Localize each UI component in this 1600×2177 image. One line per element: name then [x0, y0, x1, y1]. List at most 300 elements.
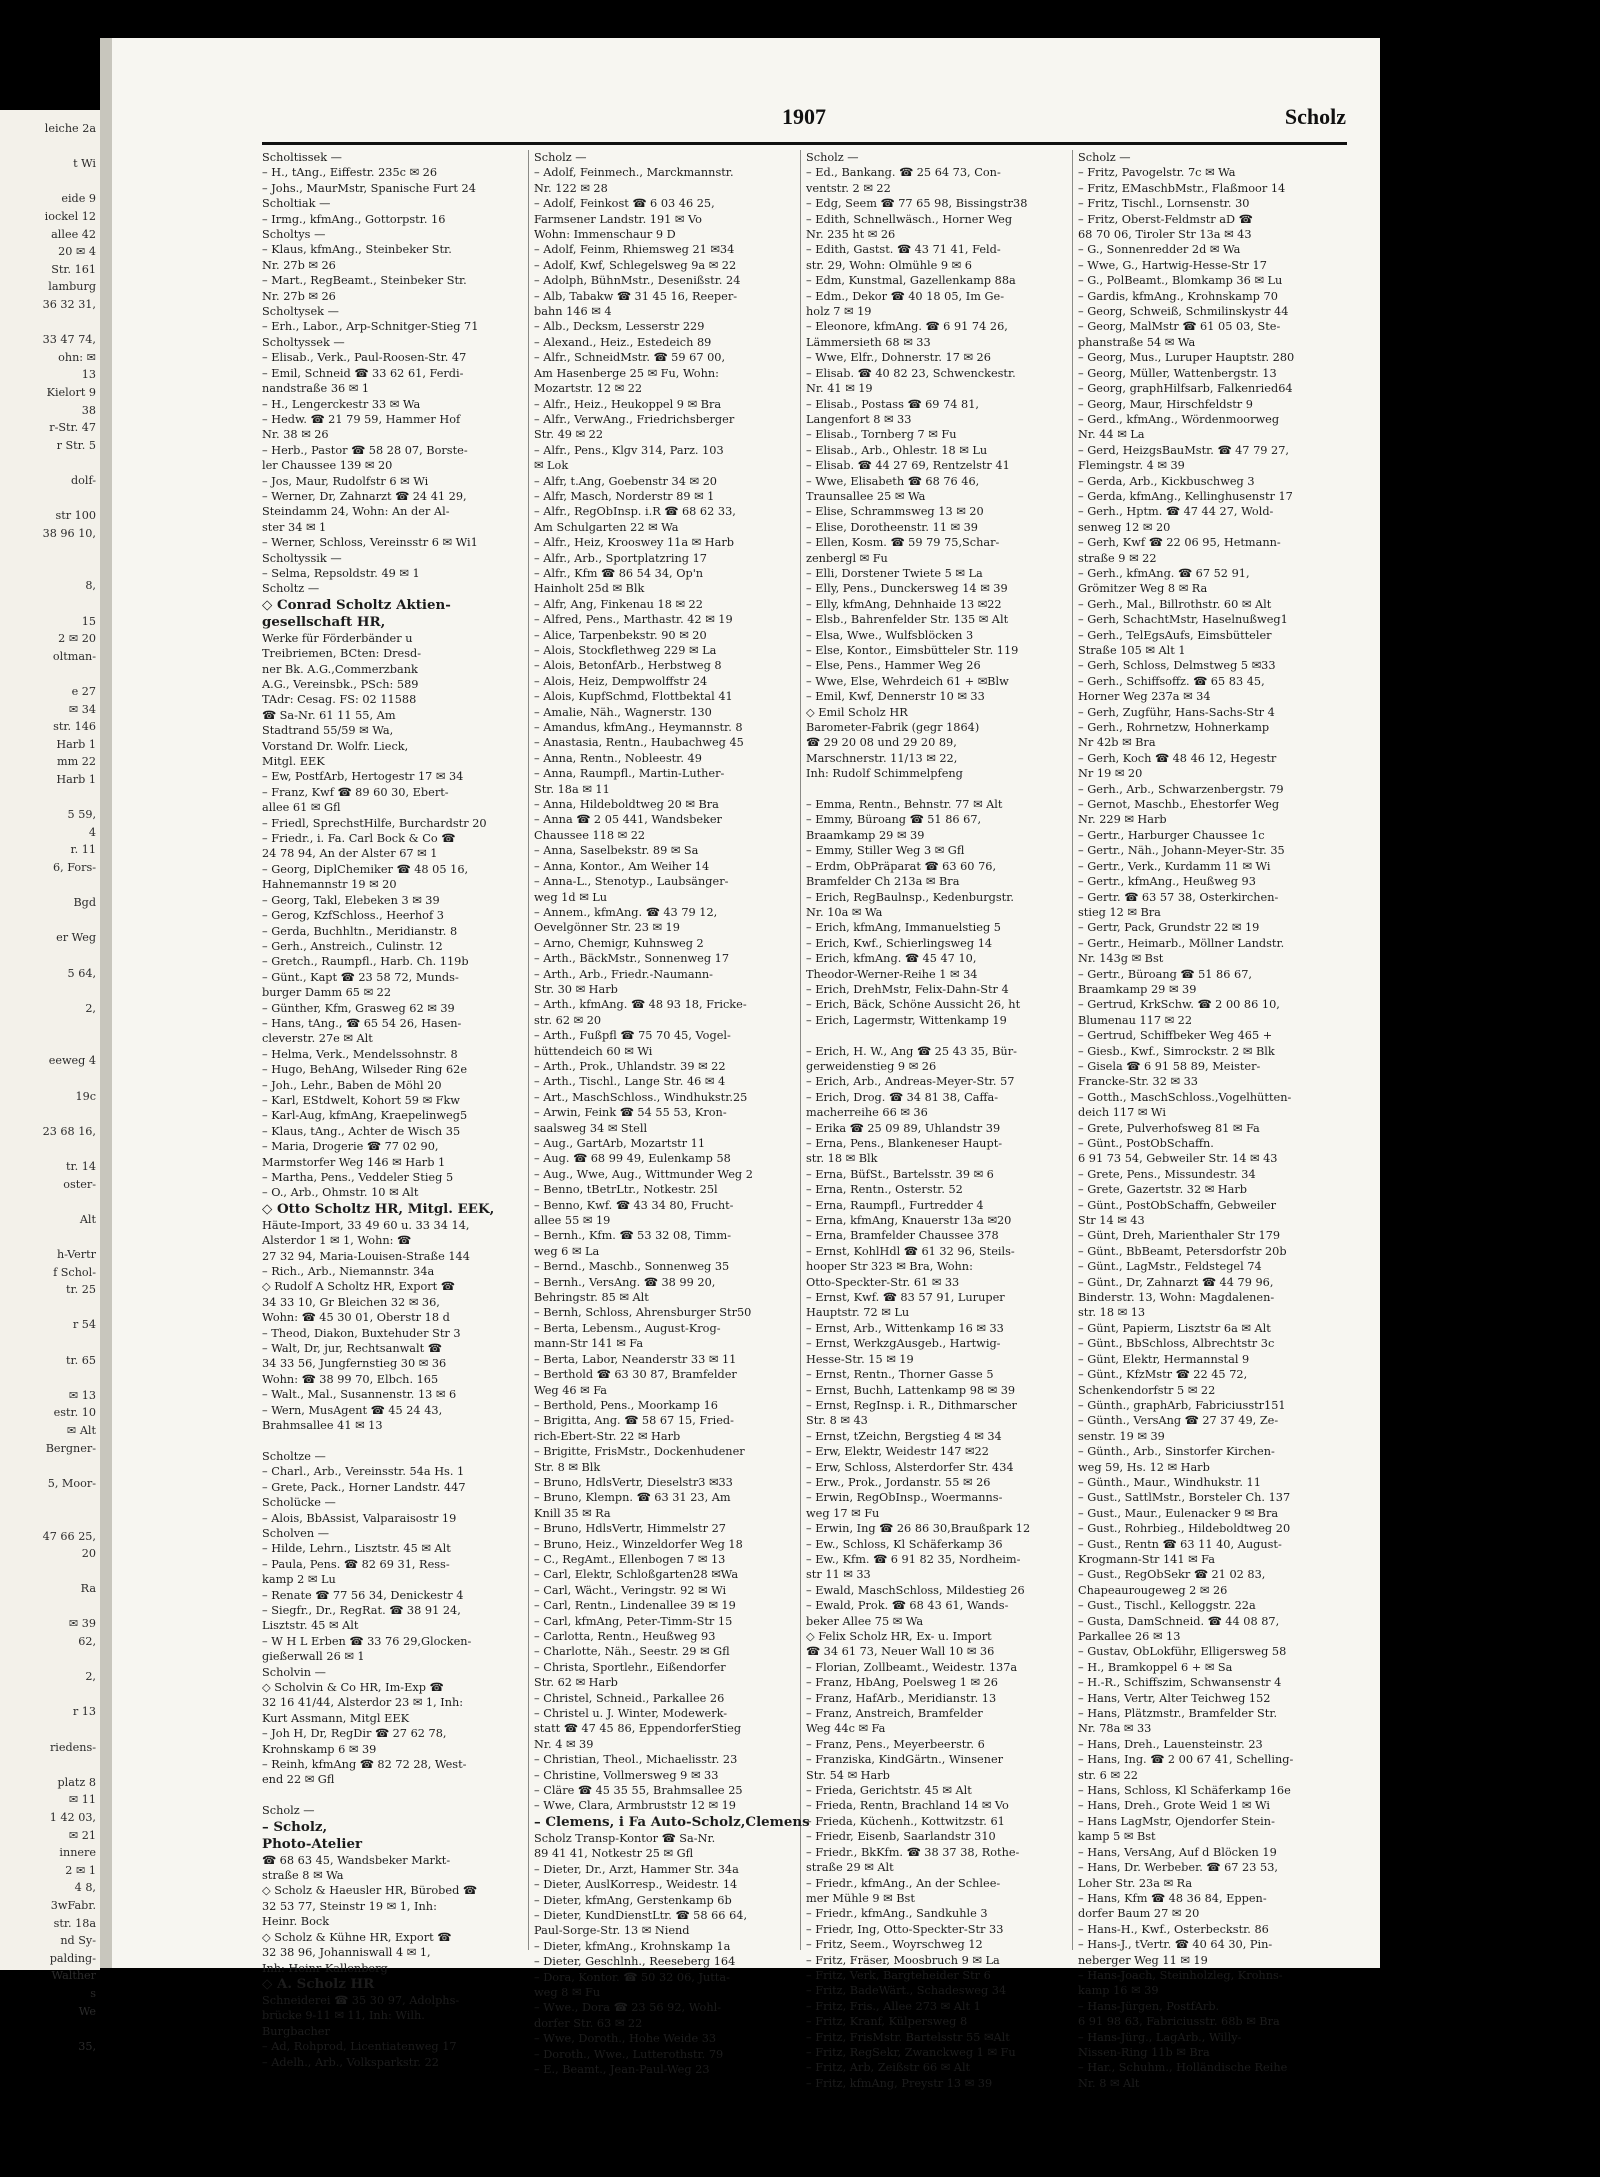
directory-entry-line: Hahnemannstr 19 ✉ 20 — [262, 878, 397, 892]
directory-entry-line: – Elsb., Bahrenfelder Str. 135 ✉ Alt — [806, 613, 1009, 627]
directory-entry-line: – Ernst, Kwf. ☎ 83 57 91, Luruper — [806, 1291, 1005, 1305]
directory-entry-line: Str. 8 ✉ Blk — [534, 1460, 601, 1474]
fragment-line: allee 42 — [51, 227, 96, 241]
fragment-line: platz 8 — [57, 1775, 96, 1789]
fragment-line: 19c — [75, 1089, 96, 1103]
directory-entry-line: – Alois, BbAssist, Valparaisostr 19 — [262, 1511, 457, 1525]
directory-entry-line: Krogmann-Str 141 ✉ Fa — [1078, 1552, 1215, 1566]
directory-entry-line: – Alfr, t.Ang, Goebenstr 34 ✉ 20 — [534, 474, 717, 488]
directory-entry-line: – Fritz, BadeWärt., Schadesweg 34 — [806, 1984, 1007, 1998]
directory-entry-line: Chapeaurougeweg 2 ✉ 26 — [1078, 1583, 1228, 1597]
directory-entry-line: Behringstr. 85 ✉ Alt — [534, 1291, 649, 1305]
directory-entry-line: Str. 30 ✉ Harb — [534, 982, 618, 996]
directory-entry-line: cleverstr. 27e ✉ Alt — [262, 1032, 373, 1046]
directory-entry-line: Scholtze — — [262, 1449, 326, 1463]
directory-entry-line: – Ernst, Buchh, Lattenkamp 98 ✉ 39 — [806, 1383, 1016, 1397]
directory-entry-line: Steindamm 24, Wohn: An der Al- — [262, 505, 450, 519]
directory-entry-line: – Charl., Arb., Vereinsstr. 54a Hs. 1 — [262, 1465, 465, 1479]
directory-entry-line: kamp 2 ✉ Lu — [262, 1573, 336, 1587]
fragment-line — [43, 1334, 96, 1352]
fragment-line: Str. 161 — [51, 262, 96, 276]
directory-entry-line: str. 29, Wohn: Olmühle 9 ✉ 6 — [806, 258, 972, 272]
directory-entry-line: hüttendeich 60 ✉ Wi — [534, 1044, 653, 1058]
directory-entry-line: – Alfr, Masch, Norderstr 89 ✉ 1 — [534, 489, 715, 503]
fragment-line — [43, 1686, 96, 1704]
fragment-line: estr. 10 — [53, 1406, 96, 1420]
fragment-line: 3wFabr. — [50, 1898, 96, 1912]
directory-entry-line: brücke 9-11 ✉ 11, Inh: Wilh. — [262, 2009, 425, 2023]
directory-entry-line: – Adolf, Feinkost ☎ 6 03 46 25, — [534, 197, 715, 211]
directory-entry-line: weg 6 ✉ La — [534, 1244, 600, 1258]
directory-entry-line: – Joh H, Dr, RegDir ☎ 27 62 78, — [262, 1727, 447, 1741]
directory-entry-line: – Fritz, FrisMstr. Bartelsstr 55 ✉Alt — [806, 2030, 1010, 2044]
directory-entry-line: – G., Sonnenredder 2d ✉ Wa — [1078, 243, 1241, 257]
directory-entry-line: Scholz — — [806, 151, 859, 164]
directory-entry-line: kamp 16 ✉ 39 — [1078, 1984, 1159, 1998]
directory-entry-line: – Elli, Dorstener Twiete 5 ✉ La — [806, 566, 983, 580]
fragment-line: oster- — [63, 1177, 96, 1191]
directory-entry-line: Marmstorfer Weg 146 ✉ Harb 1 — [262, 1155, 446, 1169]
directory-entry-line: ner Bk. A.G.,Commerzbank — [262, 662, 418, 676]
directory-entry-line: Nr. 4 ✉ 39 — [534, 1737, 594, 1751]
directory-entry-line: – Erw, Schloss, Alsterdorfer Str. 434 — [806, 1460, 1014, 1474]
directory-entry-line: – Gerd., kfmAng., Wördenmoorweg — [1078, 412, 1280, 426]
entry-column-4 — [1078, 150, 1348, 2090]
directory-entry-line: Nr. 41 ✉ 19 — [806, 382, 873, 396]
directory-entry-line: Marschnerstr. 11/13 ✉ 22, — [806, 751, 958, 765]
directory-entry-line: – Hans, Schloss, Kl Schäferkamp 16e — [1078, 1784, 1291, 1798]
fragment-line: e 27 — [71, 685, 96, 698]
directory-entry-line: – Dieter, kfmAng, Gerstenkamp 6b — [534, 1893, 732, 1907]
directory-entry-line: – Anna-L., Stenotyp., Laubsänger- — [534, 875, 729, 889]
directory-entry-line: – Gust., Maur., Eulenacker 9 ✉ Bra — [1078, 1506, 1279, 1520]
directory-entry-line: – Mart., RegBeamt., Steinbeker Str. — [262, 274, 467, 288]
directory-entry-line: Inh: Rudolf Schimmelpfeng — [806, 767, 963, 781]
page-header — [262, 104, 1352, 138]
fragment-line — [43, 982, 96, 1000]
directory-entry-line: Hauptstr. 72 ✉ Lu — [806, 1306, 910, 1320]
directory-entry-line: – Fritz, Seem., Woyrschweg 12 — [806, 1938, 983, 1952]
directory-entry-line: – Günt., KfzMstr ☎ 22 45 72, — [1078, 1368, 1248, 1382]
directory-entry-line: – Fritz, EMaschbMstr., Flaßmoor 14 — [1078, 181, 1286, 195]
directory-entry-line: – Bernd., Maschb., Sonnenweg 35 — [534, 1260, 730, 1274]
fragment-line: s — [90, 1986, 96, 2000]
directory-entry-line: – Grete, Pens., Missundestr. 34 — [1078, 1167, 1256, 1181]
directory-entry-line: Häute-Import, 33 49 60 u. 33 34 14, — [262, 1218, 470, 1232]
directory-entry-line: Binderstr. 13, Wohn: Magdalenen- — [1078, 1291, 1275, 1305]
firm-entry-line: ◇ Otto Scholtz HR, Mitgl. EEK, — [262, 1200, 495, 1217]
directory-entry-line: Str. 18a ✉ 11 — [534, 782, 610, 796]
directory-entry-line: – Ellen, Kosm. ☎ 59 79 75,Schar- — [806, 536, 1000, 550]
fragment-line — [43, 1105, 96, 1123]
directory-entry-line: – Erw, Elektr, Weidestr 147 ✉22 — [806, 1445, 989, 1459]
directory-entry-line: – Alfr., Heiz, Krooswey 11a ✉ Harb — [534, 536, 734, 550]
fragment-line: str. 146 — [53, 720, 96, 734]
directory-entry-line: – Erh., Labor., Arp-Schnitger-Stieg 71 — [262, 320, 479, 334]
entry-column-2 — [534, 150, 810, 2076]
fragment-line — [43, 1651, 96, 1669]
directory-entry-line: – Benno, Kwf. ☎ 43 34 80, Frucht- — [534, 1198, 734, 1212]
fragment-line — [43, 1140, 96, 1158]
fragment-line: str. 18a — [53, 1916, 96, 1930]
directory-entry-line: – Jos, Maur, Rudolfstr 6 ✉ Wi — [262, 474, 429, 488]
fragment-line: 36 32 31, — [42, 297, 96, 311]
firm-entry-line: – Scholz, — [262, 1818, 328, 1835]
directory-entry-line: 24 78 94, An der Alster 67 ✉ 1 — [262, 847, 438, 861]
directory-entry-line: – Wwe, G., Hartwig-Hesse-Str 17 — [1078, 258, 1267, 272]
directory-entry-line: holz 7 ✉ 19 — [806, 305, 872, 319]
directory-entry-line: – Karl-Aug, kfmAng, Kraepelinweg5 — [262, 1109, 468, 1123]
entry-column-1 — [262, 150, 532, 2069]
fragment-line — [43, 1492, 96, 1510]
directory-entry-line: – Werner, Dr, Zahnarzt ☎ 24 41 29, — [262, 489, 467, 503]
fragment-line: 2, — [85, 1670, 96, 1684]
directory-entry-line: – Christine, Vollmersweg 9 ✉ 33 — [534, 1768, 719, 1782]
directory-entry-line: – Frieda, Küchenh., Kottwitzstr. 61 — [806, 1814, 1005, 1828]
directory-entry-line: Nr. 38 ✉ 26 — [262, 428, 329, 442]
fragment-line: 6, Fors- — [53, 860, 96, 874]
directory-entry-line: – Elly, kfmAng, Dehnhaide 13 ✉22 — [806, 597, 1002, 611]
fragment-line: t Wi — [73, 157, 96, 171]
directory-entry-line: – Gernot, Maschb., Ehestorfer Weg — [1078, 798, 1280, 812]
directory-page — [112, 38, 1380, 2090]
directory-entry-line: – Dieter, kfmAng., Krohnskamp 1a — [534, 1939, 731, 1953]
directory-entry-line: – Alfr., Kfm ☎ 86 54 34, Op'n — [534, 566, 704, 580]
directory-entry-line: – Ernst, tZeichn, Bergstieg 4 ✉ 34 — [806, 1429, 1002, 1443]
directory-entry-line — [806, 782, 1076, 797]
directory-entry-line: – Aug., GartArb, Mozartstr 11 — [534, 1137, 706, 1150]
fragment-line: palding- — [49, 1951, 96, 1965]
directory-entry-line: Mozartstr. 12 ✉ 22 — [534, 382, 643, 396]
directory-entry-line: – Art., MaschSchloss., Windhukstr.25 — [534, 1090, 748, 1104]
directory-entry-line: – Wwe., Dora ☎ 23 56 92, Wohl- — [534, 2001, 722, 2015]
fragment-line: 62, — [78, 1635, 96, 1649]
directory-entry-line: – Elly, Pens., Dunckersweg 14 ✉ 39 — [806, 582, 1008, 596]
fragment-line: tr. 65 — [66, 1353, 96, 1367]
directory-entry-line: – Gerh, SchachtMstr, Haselnußweg1 — [1078, 613, 1288, 627]
directory-entry-line: str. 18 ✉ Blk — [806, 1152, 878, 1166]
directory-entry-line: – Fritz, Fräser, Moosbruch 9 ✉ La — [806, 1953, 1000, 1967]
directory-entry-line: – Edm, Kunstmal, Gazellenkamp 88a — [806, 274, 1016, 288]
directory-entry-line: str. 6 ✉ 22 — [1078, 1768, 1138, 1782]
directory-entry-line — [262, 1434, 532, 1449]
directory-entry-line: – Anna ☎ 2 05 441, Wandsbeker — [534, 813, 722, 827]
directory-entry-line: – Carl, kfmAng, Peter-Timm-Str 15 — [534, 1614, 733, 1628]
directory-entry-line: – Alb., Decksm, Lesserstr 229 — [534, 320, 705, 334]
directory-entry-line: saalsweg 34 ✉ Stell — [534, 1121, 648, 1135]
directory-entry-line: – Anastasia, Rentn., Haubachweg 45 — [534, 736, 744, 750]
directory-entry-line: – Gisela ☎ 6 91 58 89, Meister- — [1078, 1059, 1261, 1073]
directory-entry-line: Scholücke — — [262, 1496, 336, 1510]
directory-entry-line: – Hans, Plätzmstr., Bramfelder Str. — [1078, 1707, 1278, 1721]
directory-entry-line: – Ew., Schloss, Kl Schäferkamp 36 — [806, 1537, 1003, 1551]
fragment-line — [43, 560, 96, 578]
directory-entry-line: kamp 5 ✉ Bst — [1078, 1830, 1156, 1844]
directory-entry-line: – Berthold, Pens., Moorkamp 16 — [534, 1398, 718, 1412]
directory-entry-line: – Elisab., Tornberg 7 ✉ Fu — [806, 428, 957, 442]
firm-entry-line: – Clemens, i Fa Auto-Scholz,Clemens — [534, 1813, 810, 1830]
directory-entry-line: – Ernst, RegInsp. i. R., Dithmarscher — [806, 1398, 1017, 1412]
directory-entry-line: – Annem., kfmAng. ☎ 43 79 12, — [534, 905, 718, 919]
fragment-line: iockel 12 — [44, 209, 96, 223]
directory-entry-line: ✉ Lok — [534, 459, 569, 473]
directory-entry-line: – Alois, Heiz, Dempwolffstr 24 — [534, 674, 708, 688]
directory-entry-line: – Elsa, Wwe., Wulfsblöcken 3 — [806, 628, 974, 642]
directory-entry-line: ◇ Scholvin & Co HR, Im-Exp ☎ — [262, 1681, 444, 1694]
directory-entry-line: – Hans, Vertr, Alter Teichweg 152 — [1078, 1691, 1271, 1705]
book-gutter — [100, 38, 112, 1968]
directory-entry-line: – Alb, Tabakw ☎ 31 45 16, Reeper- — [534, 289, 738, 303]
directory-entry-line: – Arth., kfmAng. ☎ 48 93 18, Fricke- — [534, 998, 747, 1012]
directory-entry-line: – Erdm, ObPräparat ☎ 63 60 76, — [806, 859, 997, 873]
directory-entry-line: – Erna, kfmAng, Knauerstr 13a ✉20 — [806, 1214, 1012, 1228]
directory-entry-line: – Carlotta, Rentn., Heußweg 93 — [534, 1630, 716, 1643]
directory-entry-line: – Ew., Kfm. ☎ 6 91 82 35, Nordheim- — [806, 1552, 1021, 1566]
entry-column-3 — [806, 150, 1076, 2090]
fragment-line — [43, 1228, 96, 1246]
directory-entry-line: – Hans-Jürgen, PostfArb. — [1078, 1999, 1220, 2013]
directory-entry-line: – Gusta, DamSchneid. ☎ 44 08 87, — [1078, 1614, 1280, 1628]
directory-entry-line: – Karl, EStdwelt, Kohort 59 ✉ Fkw — [262, 1093, 460, 1107]
fragment-line — [43, 1017, 96, 1035]
directory-entry-line: rich-Ebert-Str. 22 ✉ Harb — [534, 1429, 681, 1443]
fragment-line: tr. 14 — [66, 1160, 96, 1174]
fragment-line: ✉ 34 — [68, 702, 96, 716]
directory-entry-line: Burgbacher — [262, 2024, 330, 2038]
directory-entry-line: Str. 54 ✉ Harb — [806, 1768, 890, 1782]
directory-entry-line: Weg 44c ✉ Fa — [806, 1722, 886, 1736]
fragment-line — [43, 1563, 96, 1581]
directory-entry-line: – Ewald, Prok. ☎ 68 43 61, Wands- — [806, 1599, 1009, 1613]
directory-entry-line: str. 62 ✉ 20 — [534, 1013, 602, 1027]
fragment-line: 8, — [85, 579, 96, 593]
directory-entry-line: ◇ Scholz & Haeusler HR, Bürobed ☎ — [262, 1884, 477, 1898]
directory-entry-line: Vorstand Dr. Wolfr. Lieck, — [262, 739, 409, 753]
fragment-line: Ra — [80, 1582, 96, 1596]
directory-entry-line: – Friedl, SprechstHilfe, Burchardstr 20 — [262, 816, 487, 830]
directory-entry-line: – Bernh., VersAng. ☎ 38 99 20, — [534, 1275, 716, 1289]
directory-entry-line: ster 34 ✉ 1 — [262, 520, 327, 534]
directory-entry-line: – Arth., Prok., Uhlandstr. 39 ✉ 22 — [534, 1059, 726, 1073]
directory-entry-line: deich 117 ✉ Wi — [1078, 1106, 1166, 1120]
directory-entry-line: – Alfr., Arb., Sportplatzring 17 — [534, 551, 707, 565]
fragment-line — [43, 1193, 96, 1211]
directory-entry-line: – Ad, Rohprod, Licentiatenweg 17 — [262, 2040, 457, 2054]
directory-entry-line: Francke-Str. 32 ✉ 33 — [1078, 1075, 1198, 1089]
directory-entry-line: – Dora, Kontor. ☎ 50 32 06, Jutta- — [534, 1970, 730, 1984]
directory-entry-line: – W H L Erben ☎ 33 76 29,Glocken- — [262, 1634, 472, 1648]
fragment-line: ✉ 39 — [68, 1617, 96, 1631]
directory-entry-line: – Günt., BbSchloss, Albrechtstr 3c — [1078, 1337, 1275, 1351]
directory-entry-line: – Günt., LagMstr., Feldstegel 74 — [1078, 1260, 1262, 1274]
directory-entry-line: – Gertr., kfmAng., Heußweg 93 — [1078, 875, 1256, 889]
directory-entry-line: – H., Lengerckestr 33 ✉ Wa — [262, 397, 421, 411]
directory-entry-line: gießerwall 26 ✉ 1 — [262, 1650, 365, 1664]
directory-entry-line: Parkallee 26 ✉ 13 — [1078, 1630, 1181, 1643]
directory-entry-line: Traunsallee 25 ✉ Wa — [806, 489, 926, 503]
directory-entry-line: – Gerh., TelEgsAufs, Eimsbütteler — [1078, 628, 1272, 642]
directory-entry-line: – Alois, Stockflethweg 229 ✉ La — [534, 644, 717, 657]
directory-entry-line: – Joh., Lehr., Baben de Möhl 20 — [262, 1078, 442, 1092]
page-number: 1907 — [782, 104, 826, 129]
directory-entry-line: Str 14 ✉ 43 — [1078, 1214, 1145, 1228]
directory-entry-line: – Gustav, ObLokführ, Elligersweg 58 — [1078, 1645, 1287, 1659]
directory-entry-line: – Ed., Bankang. ☎ 25 64 73, Con- — [806, 166, 1001, 180]
directory-entry-line: straße 8 ✉ Wa — [262, 1869, 344, 1883]
directory-entry-line: Str. 49 ✉ 22 — [534, 428, 604, 442]
directory-entry-line: – Renate ☎ 77 56 34, Denickestr 4 — [262, 1588, 464, 1602]
directory-entry-line: straße 9 ✉ 22 — [1078, 551, 1157, 565]
fragment-line: f Schol- — [53, 1265, 96, 1279]
directory-entry-line: – Edith, Schnellwäsch., Horner Weg — [806, 212, 1013, 226]
directory-entry-line: – Fritz, kfmAng, Preystr 13 ✉ 39 — [806, 2076, 993, 2090]
directory-entry-line: – Alexand., Heiz., Estedeich 89 — [534, 335, 712, 349]
directory-entry-line: A.G., Vereinsbk., PSch: 589 — [262, 678, 419, 691]
directory-entry-line: – Erich, Drog. ☎ 34 81 38, Caffa- — [806, 1090, 999, 1104]
directory-entry-line: – Herb., Pastor ☎ 58 28 07, Borste- — [262, 443, 468, 457]
directory-entry-line: Nr. 78a ✉ 33 — [1078, 1722, 1152, 1736]
directory-entry-line: Alsterdor 1 ✉ 1, Wohn: ☎ — [262, 1234, 412, 1248]
directory-entry-line: – Hilde, Lehrn., Lisztstr. 45 ✉ Alt — [262, 1542, 451, 1556]
directory-entry-line: – Hans-J., tVertr. ☎ 40 64 30, Pin- — [1078, 1938, 1273, 1952]
directory-entry-line: – Gerh., Arb., Schwarzenbergstr. 79 — [1078, 782, 1284, 796]
directory-entry-line: – Elisab., Verk., Paul-Roosen-Str. 47 — [262, 351, 467, 365]
directory-entry-line: 6 91 98 63, Fabriciusstr. 68b ✉ Bra — [1078, 2015, 1280, 2029]
directory-entry-line: – Gust., Tischl., Kelloggstr. 22a — [1078, 1599, 1256, 1613]
directory-entry-line: Wohn: ☎ 38 99 70, Elbch. 165 — [262, 1372, 439, 1386]
directory-entry-line: end 22 ✉ Gfl — [262, 1773, 335, 1787]
directory-entry-line: – Amandus, kfmAng., Heymannstr. 8 — [534, 721, 743, 735]
directory-entry-line: 27 32 94, Maria-Louisen-Straße 144 — [262, 1249, 470, 1263]
directory-entry-line — [806, 1028, 1076, 1043]
fragment-line: eide 9 — [61, 192, 96, 206]
directory-entry-line: – Benno, tBetrLtr., Notkestr. 25l — [534, 1183, 718, 1197]
directory-entry-line: – Adolf, Feinm, Rhiemsweg 21 ✉34 — [534, 243, 735, 257]
directory-entry-line: – Gerh., Hptm. ☎ 47 44 27, Wold- — [1078, 505, 1274, 519]
directory-entry-line: – Gerh., Mal., Billrothstr. 60 ✉ Alt — [1078, 597, 1272, 611]
directory-entry-line: Inh: Heinr Kallenberg — [262, 1961, 388, 1975]
directory-entry-line: – Bruno, Heiz., Winzeldorfer Weg 18 — [534, 1537, 743, 1551]
directory-entry-line: – Alfr., RegObInsp. i.R ☎ 68 62 33, — [534, 505, 736, 519]
directory-entry-line: Brahmsallee 41 ✉ 13 — [262, 1419, 383, 1433]
directory-entry-line: – Wwe, Elisabeth ☎ 68 76 46, — [806, 474, 980, 488]
directory-entry-line: Scholz — — [534, 151, 587, 164]
firm-entry-line: gesellschaft HR, — [262, 613, 386, 630]
directory-entry-line: – Fritz, RegSekr, Zwanckweg 1 ✉ Fu — [806, 2045, 1016, 2059]
directory-entry-line: – Elise, Schrammsweg 13 ✉ 20 — [806, 505, 984, 519]
fragment-line: innere — [59, 1846, 96, 1860]
directory-entry-line: – Anna, Raumpfl., Martin-Luther- — [534, 767, 725, 781]
directory-entry-line: weg 1d ✉ Lu — [534, 890, 608, 904]
directory-entry-line: – Christian, Theol., Michaelisstr. 23 — [534, 1753, 738, 1767]
directory-entry-line: – Adolph, BühnMstr., Desenißstr. 24 — [534, 274, 741, 288]
directory-entry-line: – Wwe, Else, Wehrdeich 61 + ✉Blw — [806, 674, 1009, 688]
directory-entry-line: – Hans-Joach, Steinholzleg, Krohns- — [1078, 1968, 1283, 1982]
directory-entry-line: – Erwin, RegObInsp., Woermanns- — [806, 1491, 1003, 1505]
directory-entry-line: – Anna, Saselbekstr. 89 ✉ Sa — [534, 844, 699, 858]
directory-entry-line: Oevelgönner Str. 23 ✉ 19 — [534, 921, 680, 935]
directory-entry-line: – Else, Pens., Hammer Weg 26 — [806, 659, 981, 673]
directory-entry-line: – Franziska, KindGärtn., Winsener — [806, 1753, 1004, 1767]
fragment-line: 5 59, — [67, 808, 96, 822]
fragment-line — [43, 1035, 96, 1053]
fragment-line: 5 64, — [67, 966, 96, 980]
directory-entry-line: dorfer Baum 27 ✉ 20 — [1078, 1907, 1200, 1921]
directory-entry-line: – Gust., Rentn ☎ 63 11 40, August- — [1078, 1537, 1282, 1551]
directory-entry-line: – Hans-Jürg., LagArb., Willy- — [1078, 2030, 1242, 2044]
fragment-line — [43, 542, 96, 560]
directory-entry-line: – Else, Kontor., Eimsbütteler Str. 119 — [806, 644, 1019, 657]
directory-entry-line: Scholvin — — [262, 1665, 326, 1679]
directory-entry-line: – Hans, Dreh., Grote Weid 1 ✉ Wi — [1078, 1799, 1270, 1813]
directory-entry-line: – Friedr., kfmAng., An der Schlee- — [806, 1876, 1001, 1890]
directory-entry-line: – Günt., Kapt ☎ 23 58 72, Munds- — [262, 970, 459, 984]
directory-entry-line: – Brigitta, Ang. ☎ 58 67 15, Fried- — [534, 1414, 734, 1428]
directory-entry-line: – Emmy, Büroang ☎ 51 86 67, — [806, 813, 982, 827]
directory-entry-line: Nr. 44 ✉ La — [1078, 428, 1145, 442]
directory-entry-line: Lämmersieth 68 ✉ 33 — [806, 335, 931, 349]
directory-entry-line: – Gust., Rohrbieg., Hildeboldtweg 20 — [1078, 1522, 1291, 1536]
directory-entry-line: – Erich, DrehMstr, Felix-Dahn-Str 4 — [806, 982, 1009, 996]
directory-entry-line: – Walt., Mal., Susannenstr. 13 ✉ 6 — [262, 1388, 457, 1402]
directory-entry-line: – Hans, Ing. ☎ 2 00 67 41, Schelling- — [1078, 1753, 1294, 1767]
directory-entry-line: ☎ 68 63 45, Wandsbeker Markt- — [262, 1853, 451, 1867]
directory-entry-line: – Alfr., Heiz., Heukoppel 9 ✉ Bra — [534, 397, 722, 411]
fragment-line: ✉ Alt — [66, 1423, 96, 1437]
directory-entry-line: Nr. 122 ✉ 28 — [534, 181, 608, 195]
directory-entry-line: – Carl, Rentn., Lindenallee 39 ✉ 19 — [534, 1599, 736, 1613]
directory-entry-line: burger Damm 65 ✉ 22 — [262, 986, 392, 1000]
directory-entry-line: Farmsener Landstr. 191 ✉ Vo — [534, 212, 702, 226]
directory-entry-line: – Gust., SattlMstr., Borsteler Ch. 137 — [1078, 1491, 1291, 1505]
directory-entry-line: – Erwin, Ing ☎ 26 86 30,Braußpark 12 — [806, 1522, 1031, 1536]
directory-entry-line: 34 33 10, Gr Bleichen 32 ✉ 36, — [262, 1295, 440, 1309]
directory-entry-line: Hesse-Str. 15 ✉ 19 — [806, 1352, 914, 1366]
directory-entry-line: – Hans, VersAng, Auf d Blöcken 19 — [1078, 1845, 1277, 1859]
directory-entry-line: – Cläre ☎ 45 35 55, Brahmsallee 25 — [534, 1784, 743, 1798]
directory-entry-line: Scholtissek — — [262, 151, 342, 164]
fragment-line: 2 ✉ 20 — [58, 632, 96, 646]
directory-entry-line: – Elise, Dorotheenstr. 11 ✉ 39 — [806, 520, 978, 534]
directory-entry-line: – Berta, Labor, Neanderstr 33 ✉ 11 — [534, 1352, 737, 1366]
directory-entry-line: TAdr: Cesag. FS: 02 11588 — [262, 693, 417, 707]
directory-entry-line: Weg 46 ✉ Fa — [534, 1383, 608, 1397]
directory-entry-line: ☎ 29 20 08 und 29 20 89, — [806, 736, 957, 750]
directory-entry-line: senstr. 19 ✉ 39 — [1078, 1429, 1165, 1443]
fragment-line: nd Sy- — [60, 1934, 96, 1948]
directory-entry-line: – Christel, Schneid., Parkallee 26 — [534, 1691, 725, 1705]
fragment-line — [43, 665, 96, 683]
directory-entry-line: zenbergl ✉ Fu — [806, 551, 888, 565]
directory-entry-line: – Wern, MusAgent ☎ 45 24 43, — [262, 1403, 443, 1417]
directory-entry-line: – Hans, tAng., ☎ 65 54 26, Hasen- — [262, 1016, 462, 1030]
directory-entry-line: – Friedr, Ing, Otto-Speckter-Str 33 — [806, 1922, 1004, 1936]
fragment-line: 2 ✉ 1 — [65, 1863, 96, 1877]
directory-entry-line: Grömitzer Weg 8 ✉ Ra — [1078, 582, 1208, 596]
directory-entry-line: Nr. 27b ✉ 26 — [262, 258, 336, 272]
directory-entry-line: str. 18 ✉ 13 — [1078, 1306, 1146, 1320]
directory-entry-line: – Ernst, Arb., Wittenkamp 16 ✉ 33 — [806, 1321, 1004, 1335]
directory-entry-line: – Gerda, Buchhltn., Meridianstr. 8 — [262, 924, 458, 938]
directory-entry-line: 32 38 96, Johanniswall 4 ✉ 1, — [262, 1946, 431, 1960]
directory-entry-line: – Wwe, Clara, Armbruststr 12 ✉ 19 — [534, 1799, 736, 1813]
directory-entry-line: – Erna, Rentn., Osterstr. 52 — [806, 1183, 963, 1197]
directory-entry-line: – Adolf, Feinmech., Marckmannstr. — [534, 166, 734, 180]
fragment-line: mm 22 — [56, 755, 96, 769]
directory-entry-line: 32 16 41/44, Alsterdor 23 ✉ 1, Inh: — [262, 1696, 464, 1710]
directory-entry-line: Nissen-Ring 11b ✉ Bra — [1078, 2045, 1210, 2059]
directory-entry-line: – Georg, graphHilfsarb, Falkenried64 — [1078, 382, 1293, 396]
